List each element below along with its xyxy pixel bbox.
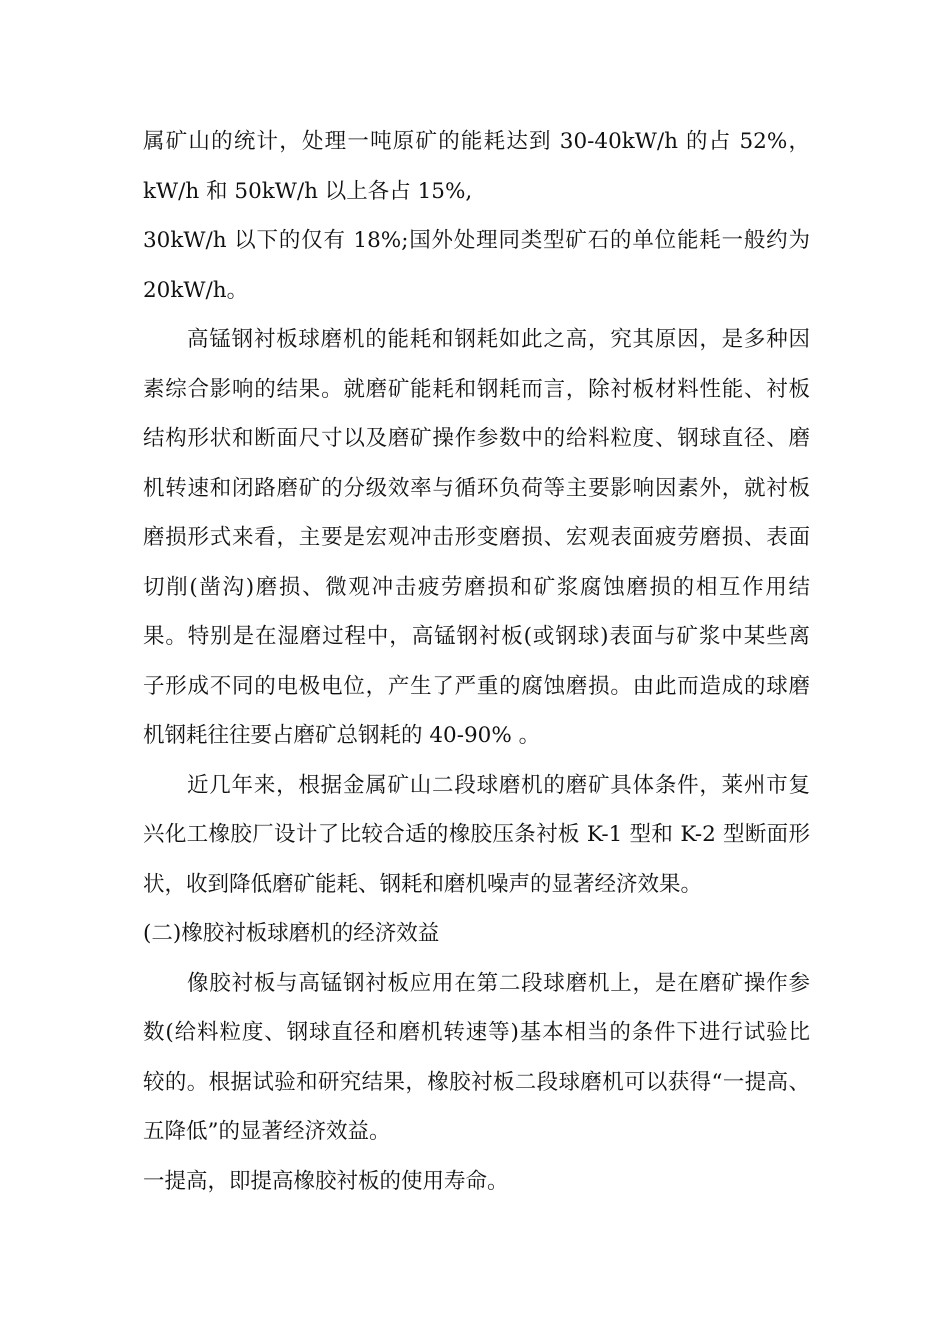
text-line: 30kW/h 以下的仅有 18%;国外处理同类型矿石的单位能耗一般约为 bbox=[143, 228, 810, 253]
text-line: 五降低”的显著经济效益。 bbox=[143, 1119, 391, 1144]
document-body bbox=[143, 117, 810, 1206]
text-line: 数(给料粒度、钢球直径和磨机转速等)基本相当的条件下进行试验比 bbox=[143, 1020, 810, 1045]
text-line: 状，收到降低磨矿能耗、钢耗和磨机噪声的显著经济效果。 bbox=[143, 871, 703, 897]
text-line: 结构形状和断面尺寸以及磨矿操作参数中的给料粒度、钢球直径、磨 bbox=[143, 426, 810, 451]
text-line: 机钢耗往往要占磨矿总钢耗的 40-90% 。 bbox=[143, 723, 541, 748]
text-line: 一提高，即提高橡胶衬板的使用寿命。 bbox=[143, 1168, 509, 1194]
text-line: 兴化工橡胶厂设计了比较合适的橡胶压条衬板 K-1 型和 K-2 型断面形 bbox=[143, 822, 810, 847]
paragraph-first-line: 高锰钢衬板球磨机的能耗和钢耗如此之高，究其原因，是多种因 bbox=[187, 327, 810, 352]
section-heading: (二)橡胶衬板球磨机的经济效益 bbox=[143, 921, 440, 946]
paragraph-first-line: 像胶衬板与高锰钢衬板应用在第二段球磨机上，是在磨矿操作参 bbox=[187, 970, 810, 996]
text-line: 果。特别是在湿磨过程中，高锰钢衬板(或钢球)表面与矿浆中某些离 bbox=[143, 624, 810, 649]
text-line: 属矿山的统计，处理一吨原矿的能耗达到 30-40kW/h 的占 52%， bbox=[143, 129, 810, 154]
text-line: 子形成不同的电极电位，产生了严重的腐蚀磨损。由此而造成的球磨 bbox=[143, 673, 810, 699]
text-line: 较的。根据试验和研究结果，橡胶衬板二段球磨机可以获得“一提高、 bbox=[143, 1069, 810, 1095]
text-line: 20kW/h。 bbox=[143, 277, 249, 303]
paragraph-first-line: 近几年来，根据金属矿山二段球磨机的磨矿具体条件，莱州市复 bbox=[187, 772, 810, 798]
text-line: 机转速和闭路磨矿的分级效率与循环负荷等主要影响因素外，就衬板 bbox=[143, 475, 810, 501]
text-line: 磨损形式来看，主要是宏观冲击形变磨损、宏观表面疲劳磨损、表面 bbox=[143, 525, 810, 550]
text-line: kW/h 和 50kW/h 以上各占 15%, bbox=[143, 178, 473, 204]
text-line: 素综合影响的结果。就磨矿能耗和钢耗而言，除衬板材料性能、衬板 bbox=[143, 376, 810, 402]
text-line: 切削(凿沟)磨损、微观冲击疲劳磨损和矿浆腐蚀磨损的相互作用结 bbox=[143, 574, 810, 600]
